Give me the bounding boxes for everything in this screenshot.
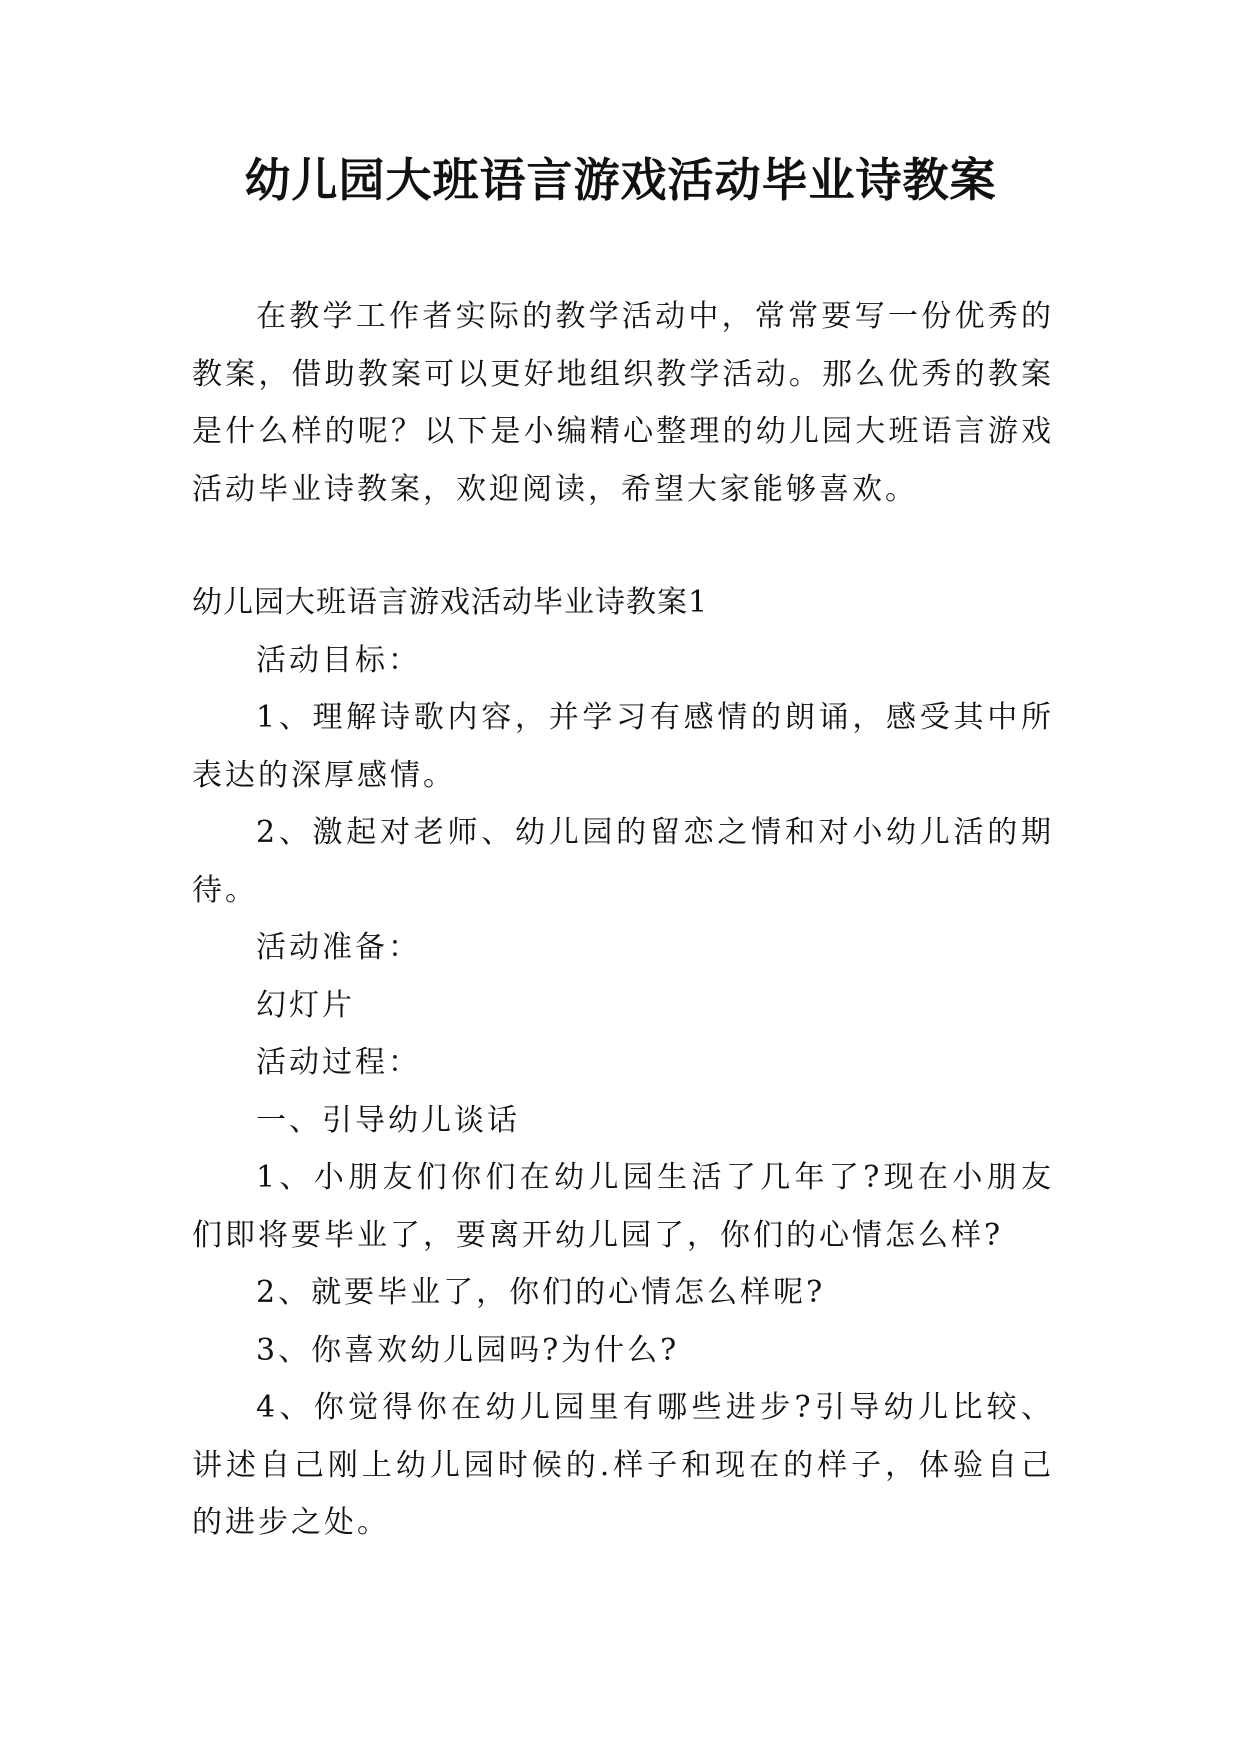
preparation-item: 幻灯片 — [256, 987, 355, 1023]
activity-preparation-heading: 活动准备： — [256, 930, 421, 965]
process-question-4: 4、你觉得你在幼儿园里有哪些进步?引导幼儿比较、讲述自己刚上幼儿园时候的.样子和现在的样子，体验自己的进步之处。 — [192, 1390, 1054, 1540]
process-question-2: 2、就要毕业了，你们的心情怎么样呢? — [256, 1275, 826, 1310]
paragraph-spacer — [192, 518, 1054, 574]
intro-paragraph: 在教学工作者实际的教学活动中，常常要写一份优秀的教案，借助教案可以更好地组织教学活动。那么优秀的教案是什么样的呢？以下是小编精心整理的幼儿园大班语言游戏活动毕业诗教案，欢迎阅读，希望大家能够喜欢。 — [192, 299, 1054, 507]
process-question-3: 3、你喜欢幼儿园吗?为什么? — [256, 1332, 680, 1368]
process-step-1-heading: 一、引导幼儿谈话 — [256, 1102, 520, 1138]
goal-item-2: 2、激起对老师、幼儿园的留恋之情和对小幼儿活的期待。 — [192, 815, 1054, 908]
activity-goals-heading: 活动目标： — [256, 642, 421, 678]
activity-process-heading: 活动过程： — [256, 1045, 421, 1080]
goal-item-1: 1、理解诗歌内容，并学习有感情的朗诵，感受其中所表达的深厚感情。 — [192, 700, 1054, 793]
process-question-1: 1、小朋友们你们在幼儿园生活了几年了?现在小朋友们即将要毕业了，要离开幼儿园了，你们的心情怎么样? — [192, 1160, 1054, 1253]
section-heading: 幼儿园大班语言游戏活动毕业诗教案1 — [192, 585, 709, 620]
document-title: 幼儿园大班语言游戏活动毕业诗教案 — [244, 153, 997, 207]
document-body — [192, 288, 1054, 1552]
